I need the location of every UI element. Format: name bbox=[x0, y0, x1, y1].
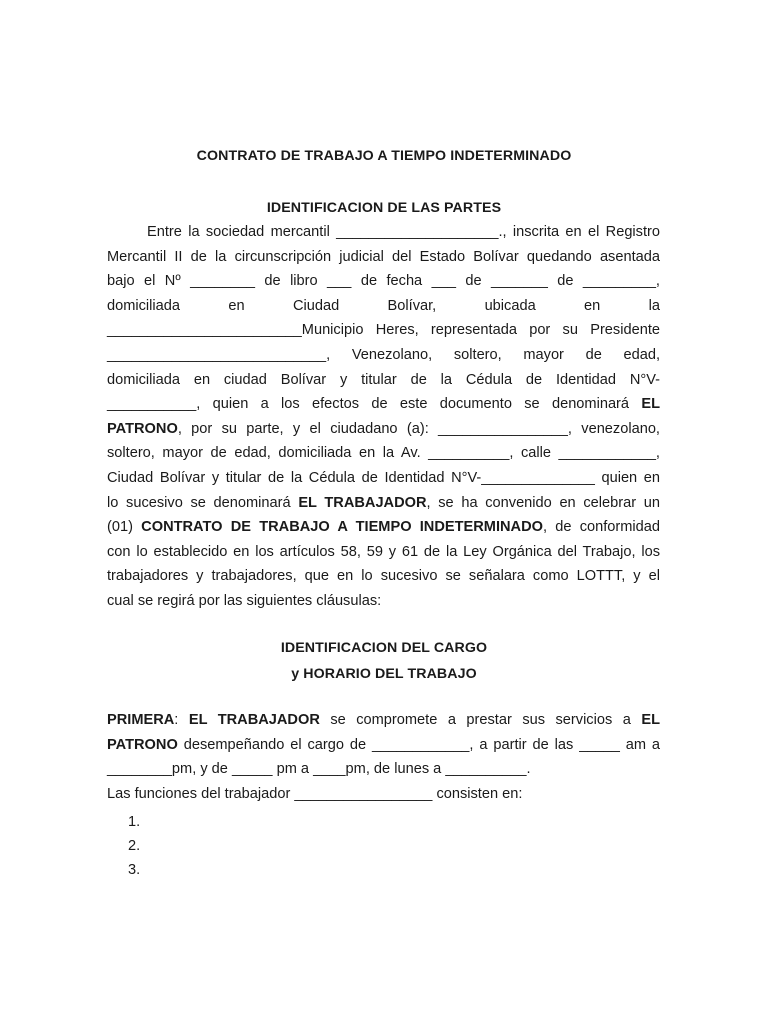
section-heading-parties: IDENTIFICACION DE LAS PARTES bbox=[266, 200, 502, 216]
line-segment: , se ha convenido en celebrar un bbox=[426, 494, 660, 511]
functions-list bbox=[128, 810, 140, 882]
line-segment: se compromete a prestar sus servicios a bbox=[319, 712, 642, 728]
paragraph-line: ________________________Municipio Heres, representada por su Presidente bbox=[107, 322, 660, 339]
clause-label: PRIMERA bbox=[107, 712, 175, 728]
paragraph-line bbox=[107, 733, 660, 758]
paragraph-line: con lo establecido en los artículos 58, 59 y 61 de la Ley Orgánica del Trabajo, los bbox=[107, 543, 660, 560]
bold-term-patrono: PATRONO bbox=[107, 420, 178, 437]
clause-primera bbox=[107, 708, 660, 806]
paragraph-line: Ciudad Bolívar y titular de la Cédula de Identidad N°V-______________ quien en bbox=[107, 469, 660, 486]
line-segment: ___________, quien a los efectos de este documento se denominará bbox=[107, 396, 630, 413]
paragraph-line bbox=[107, 708, 660, 733]
paragraph-line bbox=[107, 491, 660, 516]
line-segment: , por su parte, y el ciudadano (a): ________________, venezolano, bbox=[177, 420, 660, 437]
section-heading-position: IDENTIFICACION DEL CARGO bbox=[280, 640, 488, 656]
paragraph-line: bajo el Nº ________ de libro ___ de fecha ___ de _______ de _________, bbox=[107, 273, 660, 290]
paragraph-line: ________pm, y de _____ pm a ____pm, de lunes a __________. bbox=[107, 761, 531, 778]
parties-paragraph bbox=[107, 220, 660, 614]
bold-term-trabajador: EL TRABAJADOR bbox=[298, 494, 427, 511]
bold-term-el: EL bbox=[641, 396, 660, 413]
bold-term-trabajador: EL TRABAJADOR bbox=[188, 712, 320, 728]
paragraph-line: trabajadores y trabajadores, que en lo sucesivo se señalara como LOTTT, y el bbox=[107, 568, 660, 585]
paragraph-line bbox=[107, 515, 660, 540]
line-segment: , de conformidad bbox=[543, 519, 661, 536]
paragraph-line bbox=[107, 417, 660, 442]
paragraph-line: domiciliada en ciudad Bolívar y titular de la Cédula de Identidad N°V- bbox=[107, 371, 660, 388]
paragraph-line: domiciliada en Ciudad Bolívar, ubicada en la bbox=[107, 297, 660, 314]
paragraph-line: Entre la sociedad mercantil ____________________., inscrita en el Registro bbox=[147, 224, 660, 240]
line-segment: lo sucesivo se denominará bbox=[107, 494, 291, 511]
list-item: 1. bbox=[128, 814, 141, 830]
line-segment: desempeñando el cargo de ____________, a partir de las _____ am a bbox=[177, 736, 660, 753]
paragraph-line: Las funciones del trabajador _________________ consisten en: bbox=[107, 785, 523, 802]
document-title: CONTRATO DE TRABAJO A TIEMPO INDETERMINADO bbox=[196, 148, 572, 164]
paragraph-line: soltero, mayor de edad, domiciliada en la Av. __________, calle ____________, bbox=[107, 445, 660, 462]
bold-term-patrono: PATRONO bbox=[107, 736, 178, 753]
bold-term-el: EL bbox=[641, 712, 660, 728]
section-heading-schedule: y HORARIO DEL TRABAJO bbox=[291, 666, 477, 682]
list-item: 2. bbox=[128, 838, 141, 854]
clause-separator: : bbox=[174, 712, 179, 728]
list-item: 3. bbox=[128, 862, 141, 878]
line-segment: (01) bbox=[107, 519, 133, 536]
bold-term-contract: CONTRATO DE TRABAJO A TIEMPO INDETERMINADO bbox=[141, 519, 543, 536]
paragraph-line: cual se regirá por las siguientes cláusulas: bbox=[107, 592, 382, 609]
paragraph-line: Mercantil II de la circunscripción judicial del Estado Bolívar quedando asentada bbox=[107, 248, 660, 265]
paragraph-line bbox=[107, 392, 660, 417]
paragraph-line: ___________________________, Venezolano, soltero, mayor de edad, bbox=[107, 346, 660, 363]
